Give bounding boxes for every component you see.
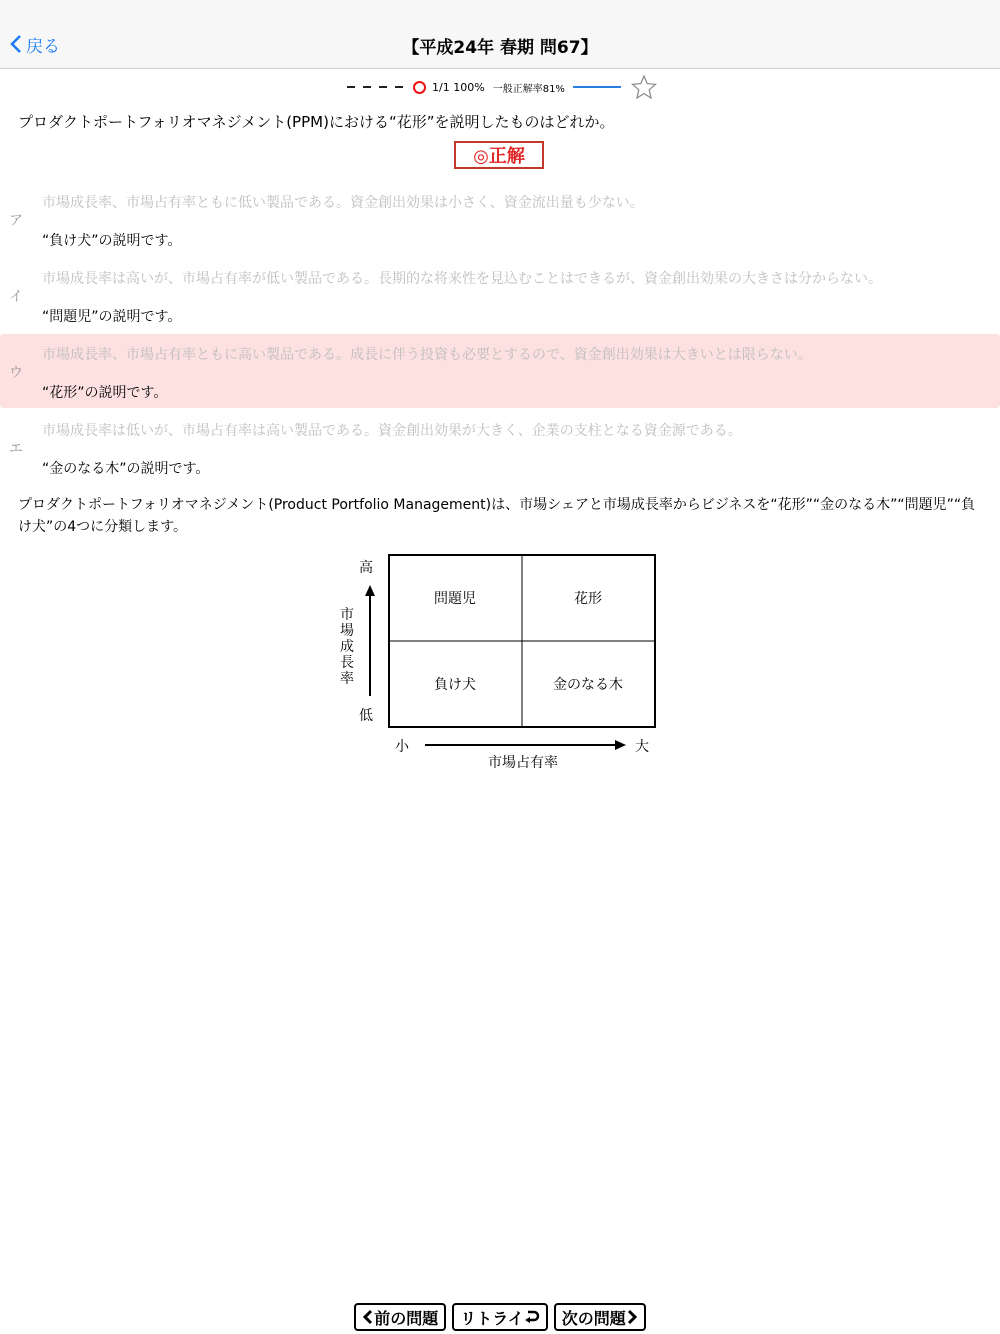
y-axis-label-char: 率 bbox=[340, 670, 354, 686]
option-label: エ bbox=[9, 441, 23, 457]
chevron-right-icon bbox=[626, 1309, 638, 1325]
option-explanation: “問題児”の説明です。 bbox=[42, 309, 182, 325]
option-text: 市場成長率、市場占有率ともに高い製品である。成長に伴う投資も必要とするので、資金創出効果は大きいとは限らない。 bbox=[42, 347, 812, 363]
option-explanation: “金のなる木”の説明です。 bbox=[42, 461, 210, 477]
option-label: ウ bbox=[9, 365, 23, 381]
option-i[interactable] bbox=[0, 258, 1000, 332]
x-axis-low: 小 bbox=[395, 738, 409, 754]
cell-bottom-left: 負け犬 bbox=[434, 676, 476, 692]
next-question-label: 次の問題 bbox=[561, 1308, 626, 1328]
result-badge: ◎正解 bbox=[454, 141, 544, 169]
y-axis-label-char: 場 bbox=[340, 622, 354, 638]
option-a[interactable] bbox=[0, 182, 1000, 256]
back-label: 戻る bbox=[26, 36, 60, 57]
prev-question-button[interactable] bbox=[354, 1303, 446, 1331]
y-axis-low: 低 bbox=[359, 707, 373, 723]
option-label: ア bbox=[9, 213, 23, 229]
y-axis-label-char: 市 bbox=[340, 606, 354, 622]
bottom-toolbar bbox=[0, 1303, 1000, 1331]
correct-circle-icon bbox=[413, 81, 426, 94]
arrow-up-icon bbox=[365, 585, 375, 596]
y-axis-high: 高 bbox=[359, 559, 373, 575]
status-line bbox=[0, 74, 1000, 100]
option-text: 市場成長率は高いが、市場占有率が低い製品である。長期的な将来性を見込むことはできるが、資金創出効果の大きさは分からない。 bbox=[42, 271, 882, 287]
option-text: 市場成長率、市場占有率ともに低い製品である。資金創出効果は小さく、資金流出量も少ない。 bbox=[42, 195, 644, 211]
x-axis-high: 大 bbox=[635, 738, 649, 754]
retry-icon bbox=[524, 1309, 540, 1325]
retry-label: リトライ bbox=[460, 1308, 524, 1328]
rate-text: 一般正解率81% bbox=[492, 83, 565, 95]
cell-top-right: 花形 bbox=[574, 590, 602, 606]
progress-text: 1/1 100% bbox=[432, 80, 485, 94]
arrow-right-icon bbox=[615, 740, 626, 750]
explanation-text: プロダクトポートフォリオマネジメント(Product Portfolio Management)は、市場シェアと市場成長率からビジネスを“花形”“金のなる木”“問題児”“負け犬”の4つに分類します。 bbox=[18, 497, 976, 535]
option-explanation: “負け犬”の説明です。 bbox=[42, 233, 182, 249]
x-axis-label: 市場占有率 bbox=[488, 754, 558, 770]
y-axis-label-char: 成 bbox=[340, 638, 354, 654]
option-explanation: “花形”の説明です。 bbox=[42, 385, 168, 401]
y-axis-label-char: 長 bbox=[340, 654, 354, 670]
star-icon[interactable] bbox=[631, 75, 657, 99]
next-question-button[interactable] bbox=[554, 1303, 646, 1331]
retry-button[interactable] bbox=[452, 1303, 548, 1331]
cell-top-left: 問題児 bbox=[434, 590, 476, 606]
option-text: 市場成長率は低いが、市場占有率は高い製品である。資金創出効果が大きく、企業の支柱となる資金源である。 bbox=[42, 423, 742, 439]
cell-bottom-right: 金のなる木 bbox=[553, 676, 623, 692]
prev-question-label: 前の問題 bbox=[374, 1308, 439, 1328]
ppm-matrix-diagram bbox=[330, 548, 670, 778]
option-u[interactable] bbox=[0, 334, 1000, 408]
navigation-bar bbox=[0, 0, 1000, 69]
question-text: プロダクトポートフォリオマネジメント(PPM)における“花形”を説明したものはどれか。 bbox=[18, 113, 615, 131]
option-label: イ bbox=[9, 289, 23, 305]
chevron-left-icon bbox=[362, 1309, 374, 1325]
option-e[interactable] bbox=[0, 410, 1000, 484]
page-title: 【平成24年 春期 問67】 bbox=[402, 38, 598, 58]
